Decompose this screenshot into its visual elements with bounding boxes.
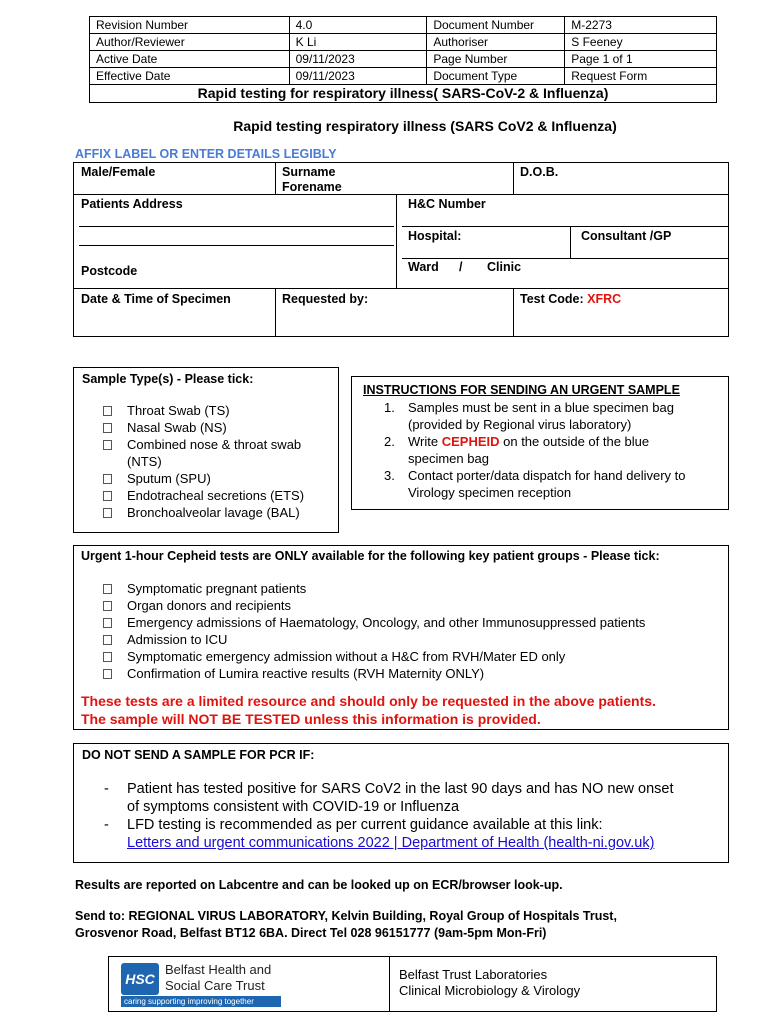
laboratory-line: Clinical Microbiology & Virology bbox=[399, 983, 581, 998]
results-note: Results are reported on Labcentre and can be looked up on ECR/browser look-up. bbox=[75, 878, 563, 892]
list-item-label: Combined nose & throat swab bbox=[127, 437, 302, 452]
urgent-cepheid-heading: Urgent 1-hour Cepheid tests are ONLY available for the following key patient groups - Please tick: bbox=[81, 549, 660, 563]
table-cell: Author/Reviewer bbox=[90, 34, 290, 51]
checkbox[interactable] bbox=[103, 584, 112, 594]
table-cell: Effective Date bbox=[90, 68, 290, 85]
consultant-field-label: Consultant /GP bbox=[581, 229, 672, 243]
list-item[interactable] bbox=[103, 597, 723, 614]
list-item bbox=[104, 780, 729, 816]
list-item-label: Symptomatic pregnant patients bbox=[127, 581, 307, 596]
pcr-heading: DO NOT SEND A SAMPLE FOR PCR IF: bbox=[82, 748, 315, 762]
list-item-label: Organ donors and recipients bbox=[127, 598, 292, 613]
laboratory-line: Belfast Trust Laboratories bbox=[399, 967, 548, 982]
instruction-line: (provided by Regional virus laboratory) bbox=[408, 417, 632, 432]
instruction-line: Write bbox=[408, 434, 442, 449]
table-cell: M-2273 bbox=[565, 17, 717, 34]
list-item bbox=[384, 399, 724, 433]
list-item-label: Throat Swab (TS) bbox=[127, 403, 230, 418]
list-item-label: Symptomatic emergency admission without a H&C from RVH/Mater ED only bbox=[127, 649, 566, 664]
table-cell: Document Type bbox=[427, 68, 565, 85]
list-item-label: Endotracheal secretions (ETS) bbox=[127, 488, 305, 503]
list-number: 2. bbox=[384, 434, 395, 449]
table-cell: K Li bbox=[289, 34, 427, 51]
table-row bbox=[90, 51, 717, 68]
clinic-field-label: Clinic bbox=[487, 260, 522, 274]
list-item[interactable] bbox=[103, 402, 335, 419]
warning-line: The sample will NOT BE TESTED unless this information is provided. bbox=[81, 711, 541, 727]
trust-tagline: caring supporting improving together bbox=[121, 996, 281, 1007]
table-row bbox=[90, 34, 717, 51]
instructions-heading: INSTRUCTIONS FOR SENDING AN URGENT SAMPLE bbox=[363, 383, 680, 397]
list-item-label: (NTS) bbox=[127, 454, 162, 469]
list-item-label: Sputum (SPU) bbox=[127, 471, 211, 486]
list-item-label: Nasal Swab (NS) bbox=[127, 420, 227, 435]
footer bbox=[108, 956, 717, 1012]
list-item[interactable] bbox=[103, 580, 723, 597]
do-not-send-pcr-section bbox=[73, 743, 729, 863]
dash-bullet: - bbox=[104, 817, 109, 833]
list-number: 3. bbox=[384, 468, 395, 483]
list-item[interactable] bbox=[103, 487, 335, 504]
address-field-label: Patients Address bbox=[81, 197, 183, 211]
test-code-label bbox=[520, 292, 621, 307]
table-cell: Page 1 of 1 bbox=[565, 51, 717, 68]
list-item[interactable] bbox=[103, 504, 335, 521]
address-line: Grosvenor Road, Belfast BT12 6BA. Direct Tel 028 96151777 (9am-5pm Mon-Fri) bbox=[75, 926, 547, 940]
instruction-line: Samples must be sent in a blue specimen bag bbox=[408, 400, 674, 415]
list-item bbox=[384, 467, 724, 501]
address-line: Send to: REGIONAL VIRUS LABORATORY, Kelvin Building, Royal Group of Hospitals Trust, bbox=[75, 909, 617, 923]
trust-name-line: Belfast Health and bbox=[165, 962, 272, 977]
table-cell: S Feeney bbox=[565, 34, 717, 51]
list-item[interactable] bbox=[103, 419, 335, 436]
list-item-label: Confirmation of Lumira reactive results (RVH Maternity ONLY) bbox=[127, 666, 485, 681]
urgent-sample-instructions bbox=[351, 376, 729, 510]
instruction-line: specimen bag bbox=[408, 451, 489, 466]
footer-divider bbox=[389, 957, 390, 1011]
list-item[interactable] bbox=[103, 631, 723, 648]
list-item[interactable] bbox=[103, 436, 335, 453]
sex-field-label: Male/Female bbox=[81, 165, 156, 179]
document-control-table bbox=[89, 16, 717, 85]
exclusion-line: LFD testing is recommended as per current guidance available at this link: bbox=[127, 817, 603, 833]
checkbox[interactable] bbox=[103, 491, 112, 501]
list-item-continuation bbox=[103, 453, 335, 470]
checkbox[interactable] bbox=[103, 440, 112, 450]
instruction-line: on the outside of the blue bbox=[499, 434, 650, 449]
table-cell: Revision Number bbox=[90, 17, 290, 34]
checkbox[interactable] bbox=[103, 423, 112, 433]
instruction-line: Contact porter/data dispatch for hand delivery to bbox=[408, 468, 686, 483]
hospital-field-label: Hospital: bbox=[408, 229, 462, 243]
instruction-line: Virology specimen reception bbox=[408, 485, 572, 500]
hsc-logo-mark: HSC bbox=[121, 963, 159, 995]
patient-details-grid bbox=[73, 162, 729, 337]
hsc-trust-logo bbox=[115, 960, 383, 1009]
send-to-address bbox=[75, 908, 735, 942]
list-number: 1. bbox=[384, 400, 395, 415]
specimen-datetime-label: Date & Time of Specimen bbox=[81, 292, 231, 306]
dash-bullet: - bbox=[104, 781, 109, 797]
limited-resource-warning bbox=[81, 692, 726, 728]
table-cell: Document Number bbox=[427, 17, 565, 34]
sample-type-list bbox=[103, 402, 335, 521]
checkbox[interactable] bbox=[103, 508, 112, 518]
list-item[interactable] bbox=[103, 614, 723, 631]
list-item[interactable] bbox=[103, 665, 723, 682]
table-row bbox=[90, 17, 717, 34]
table-cell: 09/11/2023 bbox=[289, 68, 427, 85]
trust-name-line: Social Care Trust bbox=[165, 978, 265, 993]
laboratory-name bbox=[399, 967, 580, 999]
test-code-value: XFRC bbox=[587, 292, 622, 306]
list-item-label: Bronchoalveolar lavage (BAL) bbox=[127, 505, 300, 520]
dob-field-label: D.O.B. bbox=[520, 165, 559, 179]
ward-clinic-separator: / bbox=[459, 260, 463, 274]
warning-line: These tests are a limited resource and should only be requested in the above patients. bbox=[81, 693, 656, 709]
requested-by-label: Requested by: bbox=[282, 292, 369, 306]
ward-field-label: Ward bbox=[408, 260, 439, 274]
table-cell: Page Number bbox=[427, 51, 565, 68]
exclusion-line: Patient has tested positive for SARS CoV2 in the last 90 days and has NO new onset bbox=[127, 781, 674, 797]
sample-type-heading: Sample Type(s) - Please tick: bbox=[82, 372, 254, 386]
checkbox[interactable] bbox=[103, 618, 112, 628]
list-item[interactable] bbox=[103, 470, 335, 487]
trust-name bbox=[165, 962, 271, 994]
checkbox[interactable] bbox=[103, 601, 112, 611]
pcr-exclusion-list bbox=[104, 780, 729, 852]
table-cell: Request Form bbox=[565, 68, 717, 85]
table-cell: Active Date bbox=[90, 51, 290, 68]
list-item-label: Emergency admissions of Haematology, Oncology, and other Immunosuppressed patients bbox=[127, 615, 646, 630]
checkbox[interactable] bbox=[103, 406, 112, 416]
list-item[interactable] bbox=[103, 648, 723, 665]
affix-label-instruction: AFFIX LABEL OR ENTER DETAILS LEGIBLY bbox=[75, 147, 337, 161]
table-row bbox=[90, 68, 717, 85]
checkbox[interactable] bbox=[103, 669, 112, 679]
exclusion-line: of symptoms consistent with COVID-19 or Influenza bbox=[127, 799, 460, 815]
checkbox[interactable] bbox=[103, 474, 112, 484]
table-cell: 09/11/2023 bbox=[289, 51, 427, 68]
table-cell: 4.0 bbox=[289, 17, 427, 34]
document-title: Rapid testing for respiratory illness( SARS-CoV-2 & Influenza) bbox=[89, 84, 717, 103]
list-item bbox=[104, 816, 729, 852]
list-item bbox=[384, 433, 724, 467]
sample-type-section bbox=[73, 367, 339, 533]
checkbox[interactable] bbox=[103, 652, 112, 662]
forename-field-label: Forename bbox=[282, 180, 342, 194]
guidance-link[interactable]: Letters and urgent communications 2022 | Department of Health (health-ni.gov.uk) bbox=[127, 835, 655, 851]
test-code-caption: Test Code: bbox=[520, 292, 584, 306]
form-subtitle: Rapid testing respiratory illness (SARS CoV2 & Influenza) bbox=[233, 118, 617, 134]
urgent-cepheid-section bbox=[73, 545, 729, 730]
table-cell: Authoriser bbox=[427, 34, 565, 51]
instructions-list bbox=[384, 399, 724, 501]
patient-group-list bbox=[103, 580, 723, 682]
list-item-label: Admission to ICU bbox=[127, 632, 228, 647]
hc-number-field-label: H&C Number bbox=[408, 197, 486, 211]
cepheid-emphasis: CEPHEID bbox=[441, 434, 500, 449]
checkbox[interactable] bbox=[103, 635, 112, 645]
postcode-field-label: Postcode bbox=[81, 264, 138, 278]
surname-field-label: Surname bbox=[282, 165, 336, 179]
